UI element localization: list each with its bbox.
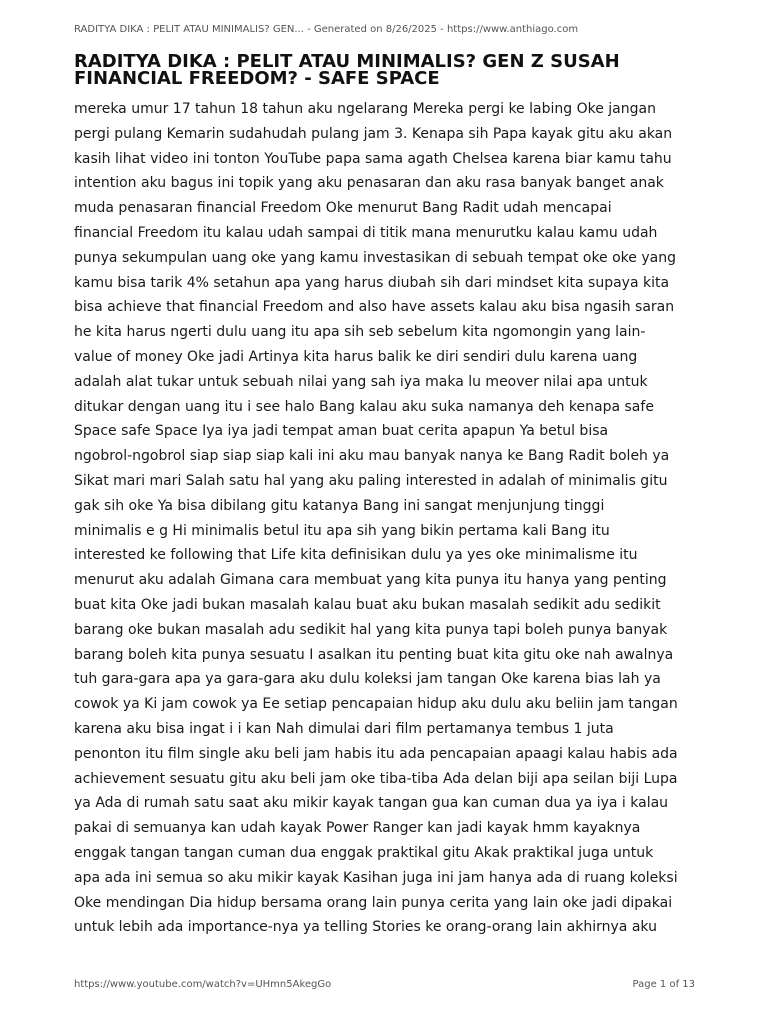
body-text-line: pakai di semuanya kan udah kayak Power Ranger kan jadi kayak hmm kayaknya: [74, 820, 641, 837]
body-text-line: interested ke following that Life kita definisikan dulu ya yes oke minimalisme itu: [74, 547, 638, 564]
body-text-line: punya sekumpulan uang oke yang kamu investasikan di sebuah tempat oke oke yang: [74, 249, 676, 266]
body-text-line: financial Freedom itu kalau udah sampai di titik mana menurutku kalau kamu udah: [74, 224, 658, 241]
body-text-line: minimalis e g Hi minimalis betul itu apa sih yang bikin pertama kali Bang itu: [74, 522, 610, 539]
body-text-line: menurut aku adalah Gimana cara membuat yang kita punya itu hanya yang penting: [74, 572, 667, 589]
body-text-line: ngobrol-ngobrol siap siap siap kali ini aku mau banyak nanya ke Bang Radit boleh ya: [74, 448, 670, 465]
document-title: [74, 53, 704, 87]
body-text-line: cowok ya Ki jam cowok ya Ee setiap pencapaian hidup aku dulu aku beliin jam tangan: [74, 696, 678, 713]
body-text-line: enggak tangan tangan cuman dua enggak praktikal gitu Akak praktikal juga untuk: [74, 844, 654, 861]
body-text-line: ya Ada di rumah satu saat aku mikir kayak tangan gua kan cuman dua ya iya i kalau: [74, 795, 669, 812]
body-text-line: karena aku bisa ingat i i kan Nah dimulai dari film pertamanya tembus 1 juta: [74, 720, 614, 737]
body-text-line: mereka umur 17 tahun 18 tahun aku ngelarang Mereka pergi ke labing Oke jangan: [74, 101, 656, 117]
body-text-line: muda penasaran financial Freedom Oke menurut Bang Radit udah mencapai: [74, 200, 612, 217]
page-number: Page 1 of 13: [632, 979, 695, 990]
body-text-line: barang oke bukan masalah adu sedikit hal yang kita punya tapi boleh punya banyak: [74, 621, 668, 638]
document-body: [74, 97, 704, 940]
body-text-line: value of money Oke jadi Artinya kita harus balik ke diri sendiri dulu karena uang: [74, 348, 638, 365]
body-text-line: penonton itu film single aku beli jam habis itu ada pencapaian apaagi kalau habis ada: [74, 745, 678, 762]
body-text-line: gak sih oke Ya bisa dibilang gitu katanya Bang ini sangat menjunjung tinggi: [74, 497, 605, 514]
body-text-line: kasih lihat video ini tonton YouTube papa sama agath Chelsea karena biar kamu tahu: [74, 150, 672, 167]
body-text-line: intention aku bagus ini topik yang aku penasaran dan aku rasa banyak banget anak: [74, 175, 664, 192]
body-text-line: Sikat mari mari Salah satu hal yang aku paling interested in adalah of minimalis gitu: [74, 472, 668, 489]
body-text-line: tuh gara-gara apa ya gara-gara aku dulu koleksi jam tangan Oke karena bias lah ya: [74, 671, 661, 688]
body-text-line: pergi pulang Kemarin sudahudah pulang jam 3. Kenapa sih Papa kayak gitu aku akan: [74, 125, 673, 142]
body-text-line: barang boleh kita punya sesuatu I asalkan itu penting buat kita gitu oke nah awalnya: [74, 646, 674, 663]
body-text-line: buat kita Oke jadi bukan masalah kalau buat aku bukan masalah sedikit adu sedikit: [74, 596, 661, 613]
document-title-line: RADITYA DIKA : PELIT ATAU MINIMALIS? GEN Z SUSAH: [74, 51, 620, 72]
body-text-line: apa ada ini semua so aku mikir kayak Kasihan juga ini jam hanya ada di ruang koleksi: [74, 869, 678, 886]
body-text-line: he kita harus ngerti dulu uang itu apa sih seb sebelum kita ngomongin yang lain-: [74, 324, 646, 341]
body-text-line: kamu bisa tarik 4% setahun apa yang harus diubah sih dari mindset kita supaya kita: [74, 274, 670, 291]
body-text-line: achievement sesuatu gitu aku beli jam oke tiba-tiba Ada delan biji apa seilan biji Lupa: [74, 770, 678, 787]
body-text-line: Space safe Space Iya iya jadi tempat aman buat cerita apapun Ya betul bisa: [74, 423, 609, 440]
page-header: RADITYA DIKA : PELIT ATAU MINIMALIS? GEN... - Generated on 8/26/2025 - https://www.anthiago.com: [74, 24, 579, 35]
body-text-line: adalah alat tukar untuk sebuah nilai yang sah iya maka lu meover nilai apa untuk: [74, 373, 648, 390]
document-title-line: FINANCIAL FREEDOM? - SAFE SPACE: [74, 68, 440, 89]
body-text-line: untuk lebih ada importance-nya ya telling Stories ke orang-orang lain akhirnya aku: [74, 919, 657, 936]
body-text-line: Oke mendingan Dia hidup bersama orang lain punya cerita yang lain oke jadi dipakai: [74, 894, 673, 911]
footer-url[interactable]: https://www.youtube.com/watch?v=UHmn5AkegGo: [74, 979, 332, 990]
body-text-line: bisa achieve that financial Freedom and also have assets kalau aku bisa ngasih saran: [74, 299, 675, 316]
body-text-line: ditukar dengan uang itu i see halo Bang kalau aku suka namanya deh kenapa safe: [74, 398, 654, 415]
